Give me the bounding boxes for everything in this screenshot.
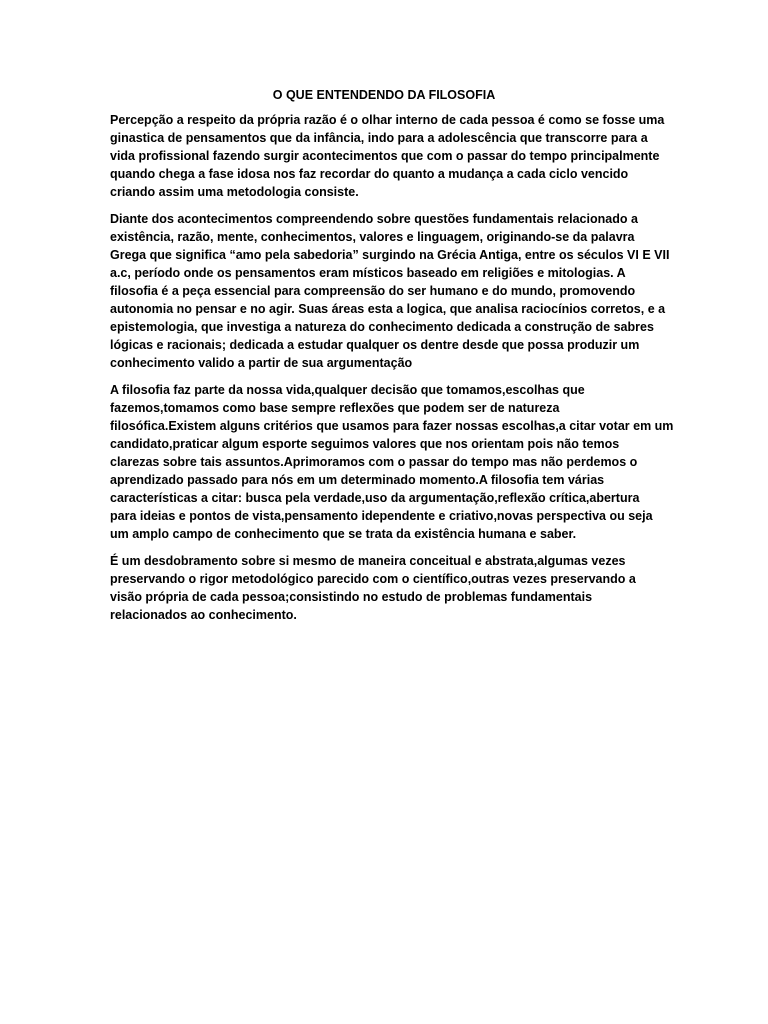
paragraph-line: candidato,praticar algum esporte seguimos valores que nos orientam pois não temos bbox=[110, 437, 620, 451]
paragraph-line: preservando o rigor metodológico parecido com o científico,outras vezes preservando a bbox=[110, 572, 636, 586]
document-title: O QUE ENTENDENDO DA FILOSOFIA bbox=[272, 88, 496, 102]
paragraph-line: visão própria de cada pessoa;consistindo no estudo de problemas fundamentais bbox=[110, 590, 593, 604]
paragraph-3 bbox=[110, 381, 674, 543]
paragraph-line: clarezas sobre tais assuntos.Aprimoramos com o passar do tempo mas não perdemos o bbox=[110, 455, 638, 469]
paragraph-line: filosófica.Existem alguns critérios que usamos para fazer nossas escolhas,a citar votar em um bbox=[110, 419, 674, 433]
paragraph-line: quando chega a fase idosa nos faz recordar do quanto a mudança a cada ciclo vencido bbox=[110, 167, 629, 181]
paragraph-line: fazemos,tomamos como base sempre reflexões que podem ser de natureza bbox=[110, 401, 560, 415]
paragraph-line: ginastica de pensamentos que da infância, indo para a adolescência que transcorre para a bbox=[110, 131, 648, 145]
paragraph-4 bbox=[110, 552, 660, 624]
paragraph-line: Grega que significa “amo pela sabedoria” surgindo na Grécia Antiga, entre os séculos VI E VII bbox=[110, 248, 670, 262]
paragraph-line: conhecimento valido a partir de sua argumentação bbox=[110, 356, 413, 370]
paragraph-line: criando assim uma metodologia consiste. bbox=[110, 185, 359, 199]
document-body bbox=[110, 111, 674, 633]
paragraph-line: É um desdobramento sobre si mesmo de maneira conceitual e abstrata,algumas vezes bbox=[110, 554, 626, 568]
paragraph-line: Diante dos acontecimentos compreendendo sobre questões fundamentais relacionado a bbox=[110, 212, 638, 226]
paragraph-line: epistemologia, que investiga a natureza do conhecimento dedicada a construção de sabres bbox=[110, 320, 654, 334]
paragraph-line: para ideias e pontos de vista,pensamento idependente e criativo,novas perspectiva ou seja bbox=[110, 509, 653, 523]
paragraph-2 bbox=[110, 210, 670, 372]
paragraph-line: lógicas e racionais; dedicada a estudar qualquer os dentre desde que possa produzir um bbox=[110, 338, 640, 352]
paragraph-line: vida profissional fazendo surgir acontecimentos que com o passar do tempo principalmente bbox=[110, 149, 660, 163]
paragraph-1 bbox=[110, 111, 665, 201]
paragraph-line: relacionados ao conhecimento. bbox=[110, 608, 297, 622]
paragraph-line: A filosofia faz parte da nossa vida,qualquer decisão que tomamos,escolhas que bbox=[110, 383, 585, 397]
paragraph-line: Percepção a respeito da própria razão é o olhar interno de cada pessoa é como se fosse uma bbox=[110, 113, 665, 127]
paragraph-line: filosofia é a peça essencial para compreensão do ser humano e do mundo, promovendo bbox=[110, 284, 636, 298]
paragraph-line: a.c, período onde os pensamentos eram místicos baseado em religiões e mitologias. A bbox=[110, 266, 626, 280]
paragraph-line: características a citar: busca pela verdade,uso da argumentação,reflexão crítica,abertura bbox=[110, 491, 640, 505]
paragraph-line: existência, razão, mente, conhecimentos, valores e linguagem, originando-se da palavra bbox=[110, 230, 635, 244]
paragraph-line: autonomia no pensar e no agir. Suas áreas esta a logica, que analisa raciocínios corretos, e a bbox=[110, 302, 666, 316]
paragraph-line: aprendizado passado para nós em um determinado momento.A filosofia tem várias bbox=[110, 473, 605, 487]
paragraph-line: um amplo campo de conhecimento que se trata da existência humana e saber. bbox=[110, 527, 577, 541]
